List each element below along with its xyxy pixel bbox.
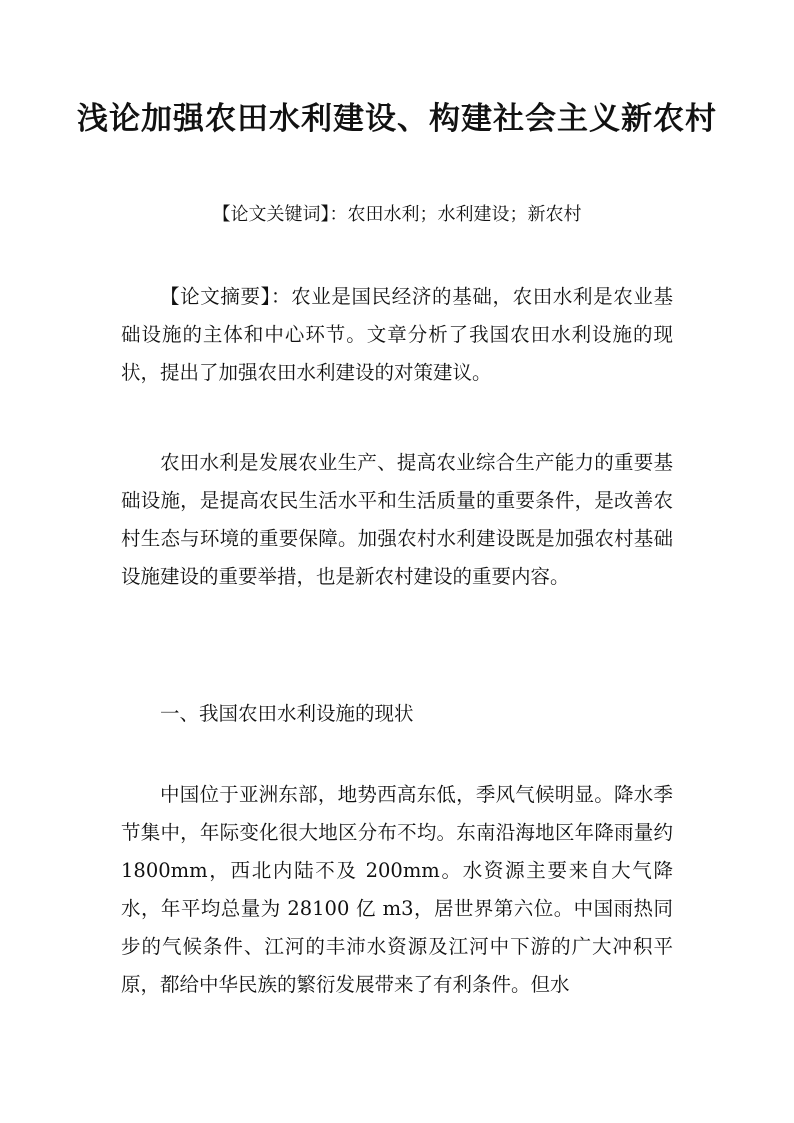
- intro-paragraph: 农田水利是发展农业生产、提高农业综合生产能力的重要基础设施，是提高农民生活水平和生活质量的重要条件，是改善农村生态与环境的重要保障。加强农村水利建设既是加强农村基础设施建设的重要举措，也是新农村建设的重要内容。: [121, 451, 673, 588]
- abstract-paragraph: 【论文摘要】：农业是国民经济的基础，农田水利是农业基础设施的主体和中心环节。文章分析了我国农田水利设施的现状，提出了加强农田水利建设的对策建议。: [121, 285, 673, 384]
- document-title: 浅论加强农田水利建设、构建社会主义新农村: [77, 101, 717, 137]
- keywords-line: 【论文关键词】：农田水利；水利建设；新农村: [212, 204, 582, 225]
- section-heading: 一、我国农田水利设施的现状: [160, 702, 414, 725]
- section-paragraph: 中国位于亚洲东部，地势西高东低，季风气候明显。降水季节集中，年际变化很大地区分布不均。东南沿海地区年降雨量约 1800mm，西北内陆不及 200mm。水资源主要来自大气降水，年平均总量为 28100 亿 m3，居世界第六位。中国雨热同步的气候条件、江河的丰沛水资源及江河中下游的广大冲积平原，都给中华民族的繁衍发展带来了有利条件。但水: [121, 783, 673, 996]
